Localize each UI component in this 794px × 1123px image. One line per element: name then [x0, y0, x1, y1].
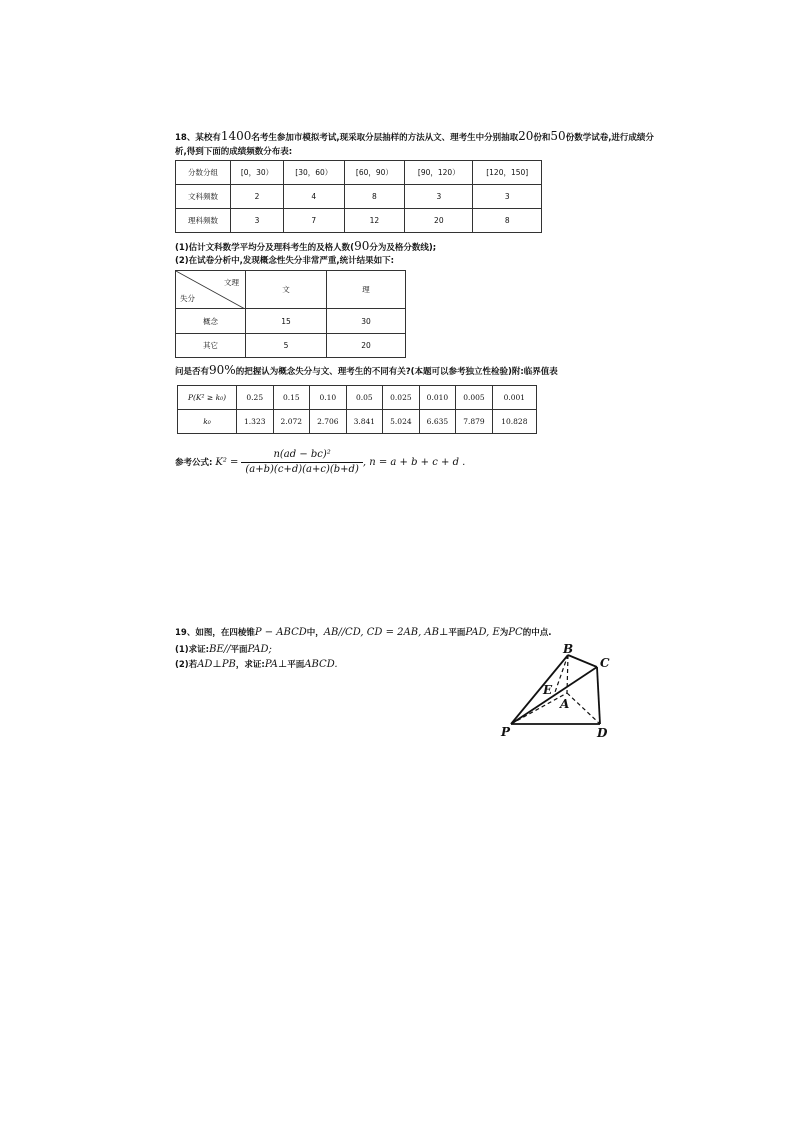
edge-BC	[568, 655, 597, 667]
table-row: 其它 5 20	[176, 334, 406, 358]
frequency-table	[175, 160, 542, 233]
table-row: k₀ 1.323 2.072 2.706 3.841 5.024 6.635 7.879 10.828	[178, 410, 537, 434]
q19-line1: 19、如图，在四棱锥P − ABCD中，AB//CD, CD = 2AB, AB⊥平面PAD, E为PC的中点.	[175, 627, 552, 638]
table-row: 理科频数 3 7 12 20 8	[176, 209, 542, 233]
q18-question: 问是否有90%的把握认为概念失分与文、理考生的不同有关?(本题可以参考独立性检验)附:临界值表	[175, 363, 558, 377]
q18-part1: (1)估计文科数学平均分及理科考生的及格人数(90分为及格分数线);	[175, 239, 437, 253]
formula-fraction: $\frac{\text{n(ad − bc)²}}{(a+b)(c+d)(a+c)(b+d)}$	[241, 448, 362, 477]
q18-part2: (2)在试卷分析中,发现概念性失分非常严重,统计结果如下:	[175, 256, 395, 266]
label-D: D	[597, 726, 608, 740]
statistics-table	[175, 270, 406, 358]
edge-CD	[597, 667, 600, 724]
critical-value-table	[177, 385, 537, 434]
table-corner-cell: 文理 失分	[176, 271, 246, 309]
table-row: 文理 失分 文 理	[176, 271, 406, 309]
label-P: P	[501, 725, 511, 739]
q18-line1: 18、某校有1400名考生参加市模拟考试,现采取分层抽样的方法从文、理考生中分别抽取20份和50份数学试卷,进行成绩分	[175, 129, 654, 143]
edge-PB	[511, 655, 568, 724]
q19-part2: (2)若AD⊥PB，求证:PA⊥平面ABCD.	[175, 659, 338, 670]
label-B: B	[563, 642, 574, 656]
edge-AD	[567, 693, 600, 724]
table-row: 文科频数 2 4 8 3 3	[176, 185, 542, 209]
segment-BE	[554, 655, 568, 695]
q19-part1: (1)求证:BE//平面PAD;	[175, 644, 272, 655]
table-row: 分数分组 [0，30） [30，60） [60，90） [90，120） [120，150]	[176, 161, 542, 185]
table-row: 概念 15 30	[176, 309, 406, 334]
edge-PA	[511, 693, 570, 724]
label-C: C	[600, 656, 610, 670]
reference-formula: 参考公式: K² = $\frac{\text{n(ad − bc)²}}{(a+b)(c+d)(a+c)(b+d)}$ , n = a + b + c + d .	[175, 449, 466, 475]
label-E: E	[543, 683, 553, 697]
edge-PC	[511, 667, 597, 724]
label-A: A	[560, 697, 570, 711]
q18-line2: 析,得到下面的成绩频数分布表:	[175, 147, 293, 157]
table-row: P(K² ≥ k₀) 0.25 0.15 0.10 0.05 0.025 0.010 0.005 0.001	[178, 386, 537, 410]
pyramid-figure	[490, 640, 620, 740]
